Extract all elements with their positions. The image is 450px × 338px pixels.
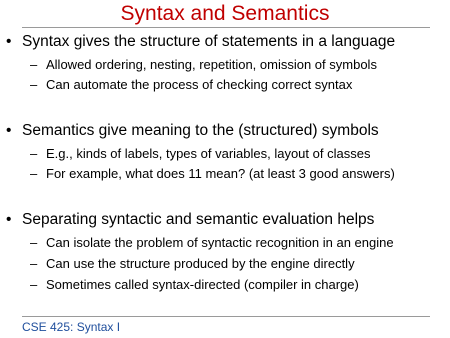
bullet-text: Semantics give meaning to the (structured) symbols xyxy=(22,122,379,139)
slide-title: Syntax and Semantics xyxy=(120,2,330,25)
bullet-text: Syntax gives the structure of statements in a language xyxy=(22,33,396,50)
sub-bullet-ordering xyxy=(30,57,377,73)
bullet-marker: • xyxy=(6,211,12,228)
bullet-marker: • xyxy=(6,33,12,50)
sub-bullet-syntax-directed xyxy=(30,277,359,293)
sub-bullet-text: Sometimes called syntax-directed (compiler in charge) xyxy=(46,277,359,292)
bullet-semantics xyxy=(6,122,379,140)
title-divider xyxy=(22,27,430,28)
sub-bullet-text: For example, what does 11 mean? (at least 3 good answers) xyxy=(46,166,395,181)
slide-footer: CSE 425: Syntax I xyxy=(22,320,121,334)
sub-bullet-marker: – xyxy=(30,166,38,181)
sub-bullet-text: Can automate the process of checking correct syntax xyxy=(46,77,353,92)
sub-bullet-automate xyxy=(30,77,352,93)
sub-bullet-eleven xyxy=(30,166,395,182)
sub-bullet-marker: – xyxy=(30,256,38,271)
sub-bullet-marker: – xyxy=(30,235,38,250)
footer-divider xyxy=(22,316,430,317)
sub-bullet-text: Can isolate the problem of syntactic recognition in an engine xyxy=(46,235,394,250)
bullet-syntax xyxy=(6,33,395,51)
sub-bullet-marker: – xyxy=(30,77,38,92)
sub-bullet-isolate xyxy=(30,235,394,251)
bullet-marker: • xyxy=(6,122,12,139)
sub-bullet-text: E.g., kinds of labels, types of variables, layout of classes xyxy=(46,146,371,161)
bullet-separating xyxy=(6,211,374,229)
sub-bullet-marker: – xyxy=(30,57,38,72)
bullet-text: Separating syntactic and semantic evaluation helps xyxy=(22,211,375,228)
sub-bullet-text: Allowed ordering, nesting, repetition, omission of symbols xyxy=(46,57,377,72)
sub-bullet-text: Can use the structure produced by the engine directly xyxy=(46,256,355,271)
sub-bullet-examples xyxy=(30,146,370,162)
sub-bullet-marker: – xyxy=(30,277,38,292)
sub-bullet-marker: – xyxy=(30,146,38,161)
sub-bullet-structure xyxy=(30,256,355,272)
